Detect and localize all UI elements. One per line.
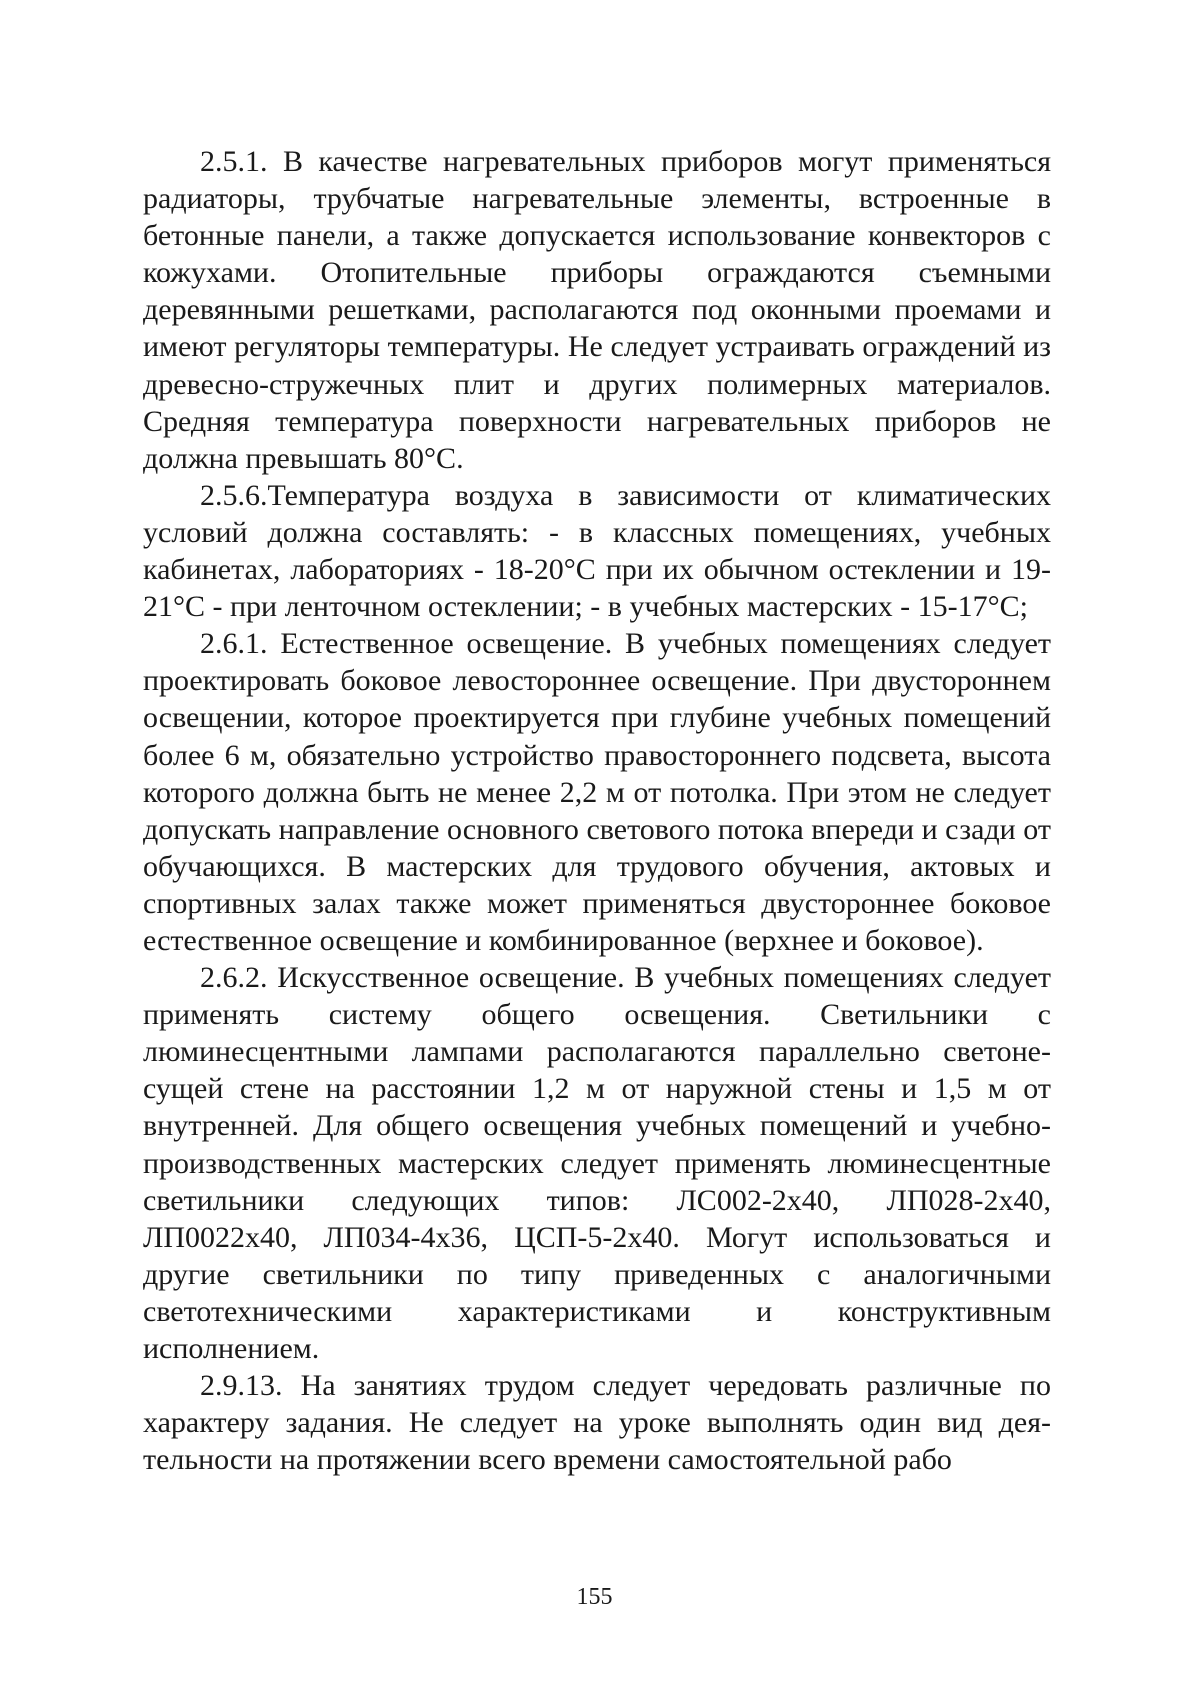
page-body bbox=[143, 143, 1051, 1478]
paragraph-2-6-1: 2.6.1. Естественное освещение. В учебных помещениях следует проектировать боковое левостороннее освещение. При двустороннем освещении, которое проектируется при глубине учебных помещений более 6 м, обязательно устройство правостороннего подсвета, высота которого должна быть не менее 2,2 м от потолка. При этом не следует допускать направление основного светового потока впереди и сзади от обучающихся. В мастерских для трудового обучения, актовых и спортивных залах также может применяться двустороннее боковое естественное освещение и комбинированное (верхнее и боковое). bbox=[143, 627, 1051, 957]
paragraph-2-9-13: 2.9.13. На занятиях трудом следует чередовать различные по характеру задания. Не следует на уроке выполнять один вид деятельности на протяжении всего времени самостоятельной рабо bbox=[143, 1369, 1051, 1477]
paragraph-2-5-6: 2.5.6.Температура воздуха в зависимости от климатических условий должна составлять: - в классных помещениях, учебных кабинетах, лабораториях - 18-20°С при их обычном остеклении и 19-21°С - при ленточном остеклении; - в учебных мастерских - 15-17°С; bbox=[143, 478, 1051, 624]
paragraph-2-6-2: 2.6.2. Искусственное освещение. В учебных помещениях следует применять систему общего освещения. Светильники с люминесцентными лампами располагаются параллельно светонесущей стене на расстоянии 1,2 м от наружной стены и 1,5 м от внутренней. Для общего освещения учебных помещений и учебно-производственных мастерских следует применять люминесцентные светильники следующих типов: ЛС002-2х40, ЛП028-2х40, ЛП0022х40, ЛП034-4х36, ЦСП-5-2х40. Могут использоваться и другие светильники по типу приведенных с аналогичными светотехническими характеристиками и конструктивным исполнением. bbox=[143, 961, 1051, 1365]
paragraph-2-5-1: 2.5.1. В качестве нагревательных приборов могут применяться радиаторы, трубчатые нагревательные элементы, встроенные в бетонные панели, а также допускается использование конвекторов с кожухами. Отопительные приборы ограждаются съемными деревянными решетками, располагаются под оконными проемами и имеют регуляторы температуры. Не следует устраивать ограждений из древесно-стружечных плит и других полимерных материалов. Средняя температура поверхности нагревательных приборов не должна превышать 80°С. bbox=[143, 145, 1051, 475]
page-number: 155 bbox=[576, 1584, 613, 1610]
